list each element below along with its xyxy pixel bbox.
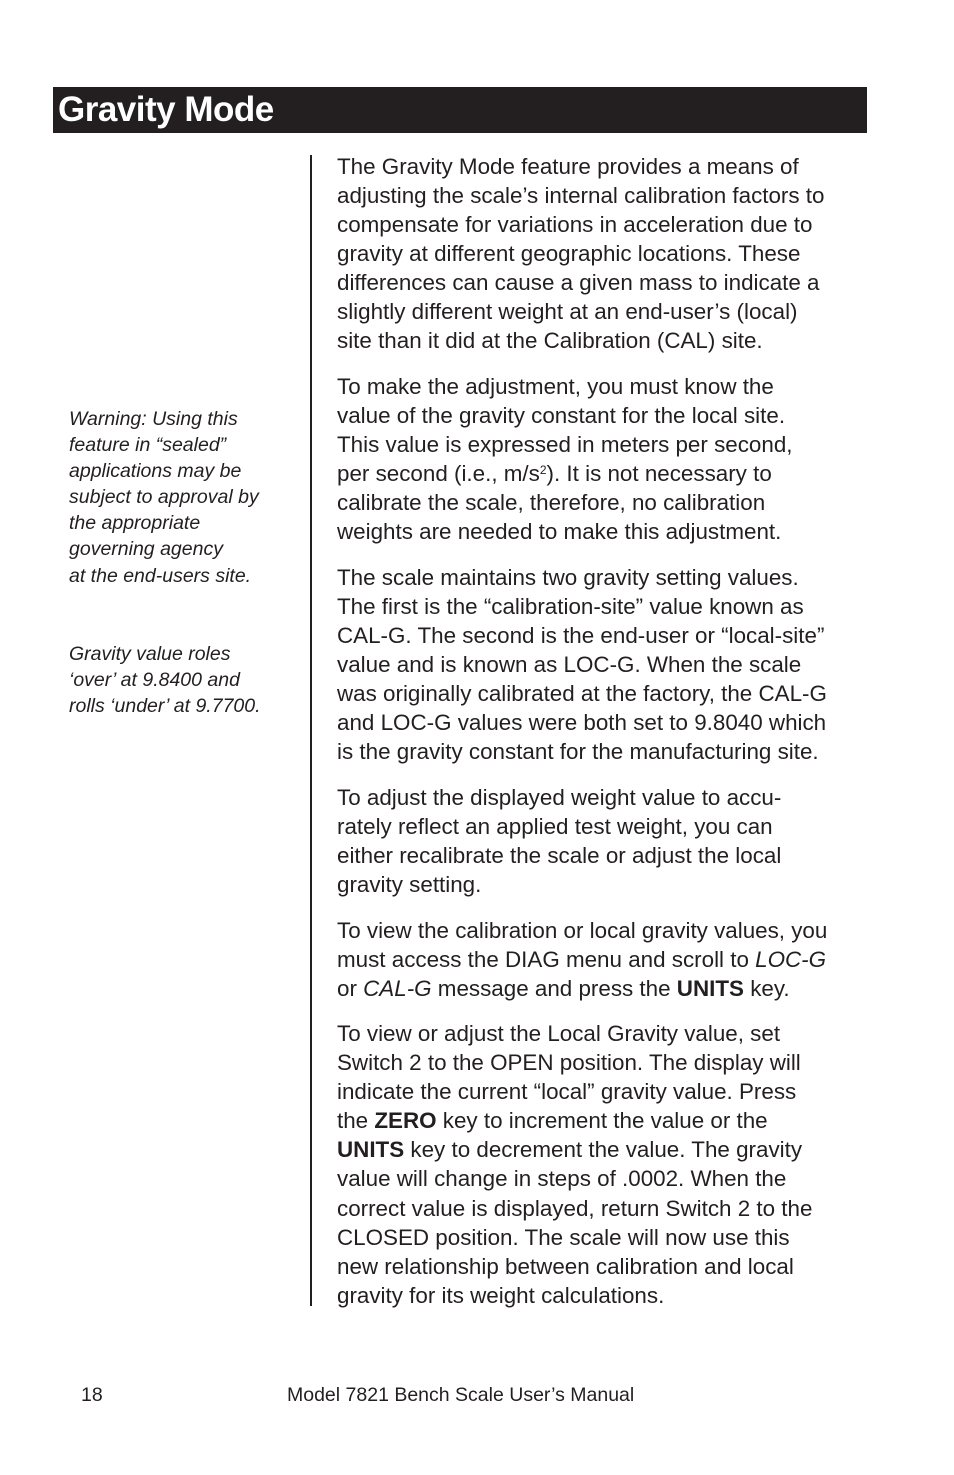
- paragraph-intro: The Gravity Mode feature provides a means of adjusting the scale’s internal calibration factors to compensate for variations in acceleration due to gravity at different geographic locations. These differences can cause a given mass to indicate a slightly different weight at an end-user’s (local) site than it did at the Calibration (CAL) site.: [337, 154, 825, 354]
- warning-note: Warning: Using this feature in “sealed” applications may be subject to approval by the appropriate governing agency at the end-users site.: [69, 408, 259, 587]
- units-key-label: UNITS: [676, 975, 744, 1001]
- loc-g-term: LOC-G: [755, 946, 827, 972]
- paragraph-view-text-1: To view the calibration or local gravity values, you must access the DIAG menu and scroll to: [337, 917, 828, 972]
- column-divider: [310, 155, 312, 1306]
- cal-g-term: CAL-G: [363, 975, 432, 1001]
- main-body-text: [337, 152, 872, 1326]
- paragraph-adjustment-text-2: ). It is not necessary to calibrate the scale, therefore, no calibration weights are needed to make this adjustment.: [337, 461, 782, 545]
- section-title-bar: [53, 87, 867, 133]
- units-key-label-2: UNITS: [337, 1137, 405, 1163]
- paragraph-adjustment: [337, 372, 872, 546]
- paragraph-view-text-4: key.: [743, 975, 790, 1001]
- paragraph-view-values: [337, 916, 872, 1003]
- paragraph-local-text-1: To view or adjust the Local Gravity value, set Switch 2 to the OPEN position. The display will indicate the current “local” gravity value. Press the: [337, 1021, 801, 1134]
- page-number: 18: [81, 1384, 103, 1406]
- gravity-range-note: Gravity value roles ‘over’ at 9.8400 and rolls ‘under’ at 9.7700.: [69, 643, 261, 718]
- page-title: Gravity Mode: [58, 90, 274, 129]
- footer-manual-title: Model 7821 Bench Scale User’s Manual: [287, 1384, 635, 1406]
- paragraph-adjust-weight: To adjust the displayed weight value to accu- rately reflect an applied test weight, you can either recalibrate the scale or adjust the local gravity setting.: [337, 784, 782, 897]
- paragraph-adjustment-text-1: To make the adjustment, you must know the value of the gravity constant for the local site. This value is expressed in meters per second, per second (i.e., m/s: [337, 373, 793, 487]
- superscript-exponent: 2: [539, 463, 547, 478]
- paragraph-local-text-2: key to increment the value or the: [442, 1108, 768, 1134]
- paragraph-view-text-3: message and press the: [431, 975, 677, 1001]
- paragraph-view-text-2: or: [337, 975, 357, 1001]
- paragraph-local-text-3: key to decrement the value. The gravity value will change in steps of .0002. When the correct value is displayed, return Switch 2 to the CLOSED position. The scale will now use this new relationship between calibration and local gravity for its weight calculations.: [337, 1137, 813, 1308]
- paragraph-gravity-values: The scale maintains two gravity setting values. The first is the “calibration-site” value known as CAL-G. The second is the end-user or “local-site” value and is known as LOC-G. When the scale was originally calibrated at the factory, the CAL-G and LOC-G values were both set to 9.8040 which is the gravity constant for the manufacturing site.: [337, 564, 827, 765]
- paragraph-local-gravity: [337, 1019, 872, 1309]
- zero-key-label: ZERO: [374, 1108, 437, 1134]
